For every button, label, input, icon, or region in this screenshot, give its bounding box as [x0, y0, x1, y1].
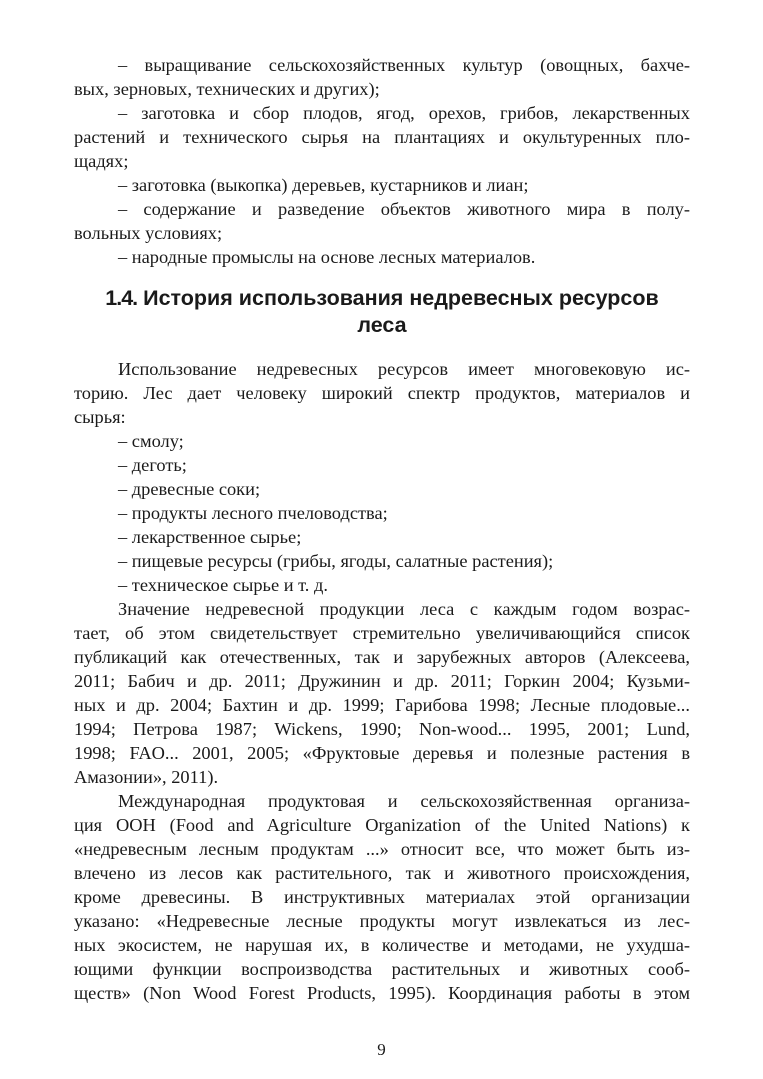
paragraph-line: ных экосистем, не нарушая их, в количестве и методами, не ухудша- — [74, 935, 690, 955]
section-title-line2: леса — [357, 313, 407, 337]
list-item-continuation: растений и технического сырья на плантациях и окультуренных пло- — [74, 127, 690, 147]
list-item: – лекарственное сырье; — [118, 527, 302, 547]
list-item: – народные промыслы на основе лесных материалов. — [118, 247, 536, 267]
paragraph-line: кроме древесины. В инструктивных материалах этой организации — [74, 887, 690, 907]
list-item: – заготовка и сбор плодов, ягод, орехов, грибов, лекарственных — [118, 103, 690, 123]
list-item: – древесные соки; — [118, 479, 261, 499]
section-heading — [74, 285, 690, 339]
paragraph-line: 1998; FAO... 2001, 2005; «Фруктовые деревья и полезные растения в — [74, 743, 690, 763]
paragraph-line: «недревесным лесным продуктам ...» относит все, что может быть из- — [74, 839, 690, 859]
paragraph-significance — [74, 597, 690, 789]
list-item: – деготь; — [118, 455, 187, 475]
section-number: 1.4. — [105, 286, 138, 310]
products-list — [74, 429, 690, 597]
paragraph-line: 2011; Бабич и др. 2011; Дружинин и др. 2011; Горкин 2004; Кузьми- — [74, 671, 690, 691]
list-item: – техническое сырье и т. д. — [118, 575, 328, 595]
list-item: – пищевые ресурсы (грибы, ягоды, салатные растения); — [118, 551, 554, 571]
paragraph-line: влечено из лесов как растительного, так и животного происхождения, — [74, 863, 690, 883]
list-item: – смолу; — [118, 431, 184, 451]
paragraph-line: Амазонии», 2011). — [74, 767, 219, 787]
top-list — [74, 53, 690, 269]
paragraph-line: 1994; Петрова 1987; Wickens, 1990; Non-wood... 1995, 2001; Lund, — [74, 719, 690, 739]
section-heading-line1 — [74, 285, 690, 312]
list-item-continuation: вольных условиях; — [74, 223, 223, 243]
list-item: – выращивание сельскохозяйственных культур (овощных, бахче- — [118, 55, 690, 75]
paragraph-line: ных и др. 2004; Бахтин и др. 1999; Гарибова 1998; Лесные плодовые... — [74, 695, 690, 715]
paragraph-line: ция ООН (Food and Agriculture Organization of the United Nations) к — [74, 815, 690, 835]
list-item-continuation: вых, зерновых, технических и других); — [74, 79, 380, 99]
paragraph-intro — [74, 357, 690, 429]
section-title: История использования недревесных ресурсов — [143, 286, 659, 310]
list-item: – заготовка (выкопка) деревьев, кустарников и лиан; — [118, 175, 529, 195]
list-item: – продукты лесного пчеловодства; — [118, 503, 388, 523]
paragraph-line: ющими функции воспроизводства растительных и животных сооб- — [74, 959, 690, 979]
list-item: – содержание и разведение объектов животного мира в полу- — [118, 199, 690, 219]
paragraph-fao — [74, 789, 690, 1005]
paragraph-line: публикаций как отечественных, так и зарубежных авторов (Алексеева, — [74, 647, 690, 667]
page-number: 9 — [377, 1040, 386, 1059]
paragraph-line: сырья: — [74, 407, 126, 427]
paragraph-line: Международная продуктовая и сельскохозяйственная организа- — [118, 791, 690, 811]
paragraph-line: Значение недревесной продукции леса с каждым годом возрас- — [118, 599, 690, 619]
paragraph-line: ществ» (Non Wood Forest Products, 1995). Координация работы в этом — [74, 983, 690, 1003]
paragraph-line: торию. Лес дает человеку широкий спектр продуктов, материалов и — [74, 383, 690, 403]
page-body — [74, 53, 690, 1005]
paragraph-line: тает, об этом свидетельствует стремительно увеличивающийся список — [74, 623, 690, 643]
paragraph-line: указано: «Недревесные лесные продукты могут извлекаться из лес- — [74, 911, 690, 931]
paragraph-line: Использование недревесных ресурсов имеет многовековую ис- — [118, 359, 690, 379]
list-item-continuation: щадях; — [74, 151, 129, 171]
